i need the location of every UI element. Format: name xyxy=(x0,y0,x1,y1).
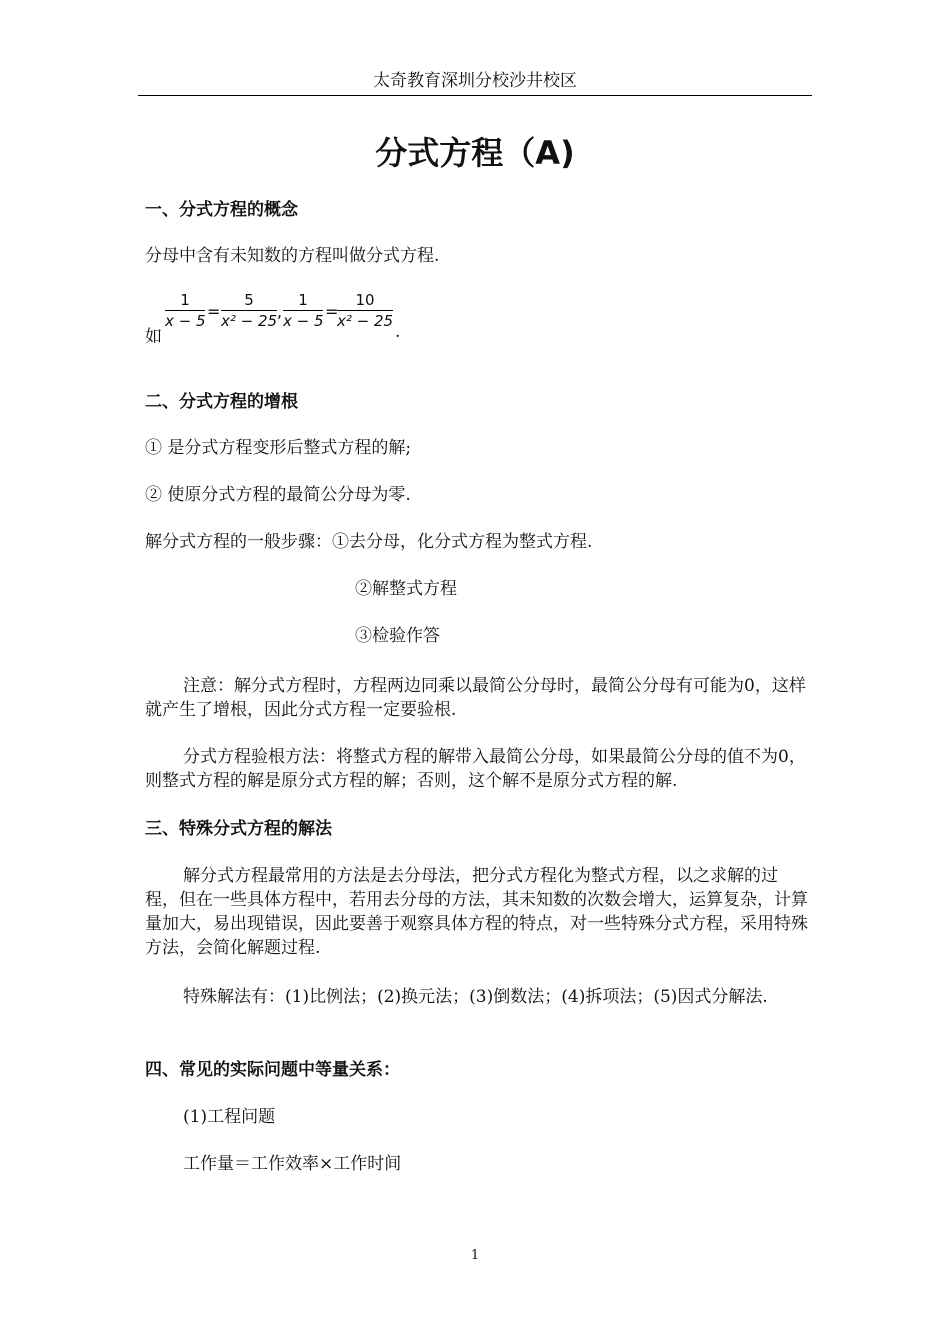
definition-text: 分母中含有未知数的方程叫做分式方程. xyxy=(145,246,440,266)
page-title: 分式方程（A) xyxy=(375,134,575,172)
engineering-problem-label: (1)工程问题 xyxy=(183,1107,276,1127)
work-formula: 工作量＝工作效率×工作时间 xyxy=(183,1154,402,1174)
section-3-heading: 三、特殊分式方程的解法 xyxy=(145,819,332,839)
special-methods-list: 特殊解法有：(1)比例法；(2)换元法；(3)倒数法；(4)拆项法；(5)因式分解法. xyxy=(183,987,768,1007)
example-prefix: 如 xyxy=(145,327,162,347)
fraction-1 xyxy=(165,290,205,331)
extraneous-root-point-2: ② 使原分式方程的最简公分母为零. xyxy=(145,485,411,505)
note-paragraph: 注意：解分式方程时，方程两边同乘以最简公分母时，最简公分母有可能为0，这样就产生了增根，因此分式方程一定要验根. xyxy=(145,676,806,720)
solving-step-2: ②解整式方程 xyxy=(355,579,457,599)
fraction-4-numerator: 10 xyxy=(355,291,375,309)
fraction-2 xyxy=(221,290,277,331)
page-header: 太奇教育深圳分校沙井校区 xyxy=(138,66,812,96)
fraction-4-denominator: x² − 25 xyxy=(337,312,394,330)
fraction-1-numerator: 1 xyxy=(180,291,190,309)
section-2-heading: 二、分式方程的增根 xyxy=(145,392,298,412)
extraneous-root-point-1: ① 是分式方程变形后整式方程的解; xyxy=(145,438,412,458)
fraction-3 xyxy=(283,290,323,331)
special-methods-paragraph: 解分式方程最常用的方法是去分母法，把分式方程化为整式方程，以之求解的过程，但在一些具体方程中，若用去分母的方法，其未知数的次数会增大，运算复杂，计算量加大，易出现错误，因此要善于观察具体方程的特点，对一些特殊分式方程，采用特殊方法，会简化解题过程. xyxy=(145,866,808,958)
fraction-2-denominator: x² − 25 xyxy=(221,312,278,330)
page-number: 1 xyxy=(470,1248,480,1263)
period: . xyxy=(395,322,401,342)
equals-sign: = xyxy=(207,302,221,321)
section-4-heading: 四、常见的实际问题中等量关系： xyxy=(145,1060,400,1080)
solving-steps-intro: 解分式方程的一般步骤：①去分母，化分式方程为整式方程. xyxy=(145,532,593,552)
root-check-paragraph: 分式方程验根方法：将整式方程的解带入最简公分母，如果最简公分母的值不为0，则整式方程的解是原分式方程的解；否则，这个解不是原分式方程的解. xyxy=(145,747,806,791)
fraction-3-denominator: x − 5 xyxy=(283,312,324,330)
fraction-2-numerator: 5 xyxy=(244,291,254,309)
solving-step-3: ③检验作答 xyxy=(355,626,440,646)
equals-sign: = xyxy=(325,302,339,321)
fraction-4 xyxy=(337,290,393,331)
fraction-3-numerator: 1 xyxy=(298,291,308,309)
fraction-1-denominator: x − 5 xyxy=(165,312,206,330)
comma: , xyxy=(277,302,283,321)
section-1-heading: 一、分式方程的概念 xyxy=(145,200,298,220)
